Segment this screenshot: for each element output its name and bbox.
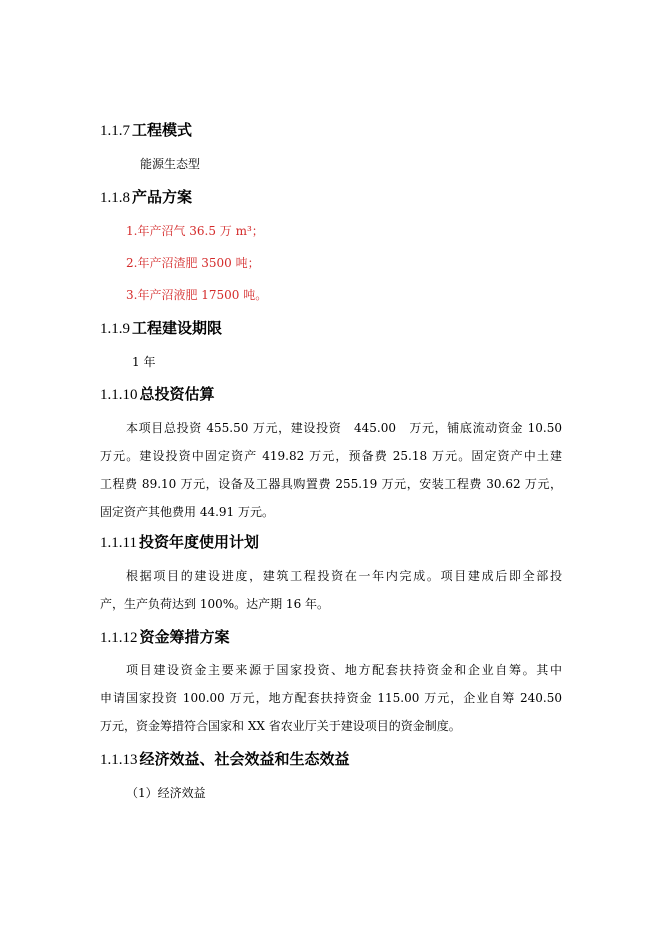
section-heading-1-1-10 [100,384,215,405]
section-title: 产品方案 [132,188,193,206]
paragraph-line: 固定资产其他费用 44.91 万元。 [100,505,274,519]
section-number: 1.1.12 [100,630,138,646]
paragraph-line: 根据项目的建设进度，建筑工程投资在一年内完成。项目建成后即全部投 [126,569,562,583]
paragraph-annual-plan [100,562,562,618]
section-title: 工程模式 [132,121,193,139]
section-number: 1.1.8 [100,190,130,206]
subsection-label: （1）经济效益 [126,786,206,800]
section-title: 工程建设期限 [132,319,223,337]
product-item-3: 3.年产沼液肥 17500 吨。 [126,288,268,302]
paragraph-funding-plan [100,656,562,740]
paragraph-line: 万元。建设投资中固定资产 419.82 万元，预备费 25.18 万元。固定资产中土建 [100,449,562,463]
section-title: 投资年度使用计划 [138,533,259,551]
product-item-2: 2.年产沼渣肥 3500 吨； [126,256,260,270]
paragraph-line: 工程费 89.10 万元，设备及工器具购置费 255.19 万元，安装工程费 30.62 万元， [100,477,562,491]
section-title: 资金筹措方案 [139,628,230,646]
section-heading-1-1-13 [100,749,350,770]
section-body: 能源生态型 [140,157,201,171]
section-title: 总投资估算 [139,385,215,403]
section-number: 1.1.10 [100,387,138,403]
section-number: 1.1.7 [100,123,130,139]
paragraph-line: 项目建设资金主要来源于国家投资、地方配套扶持资金和企业自筹。其中 [126,663,562,677]
section-heading-1-1-7 [100,120,192,141]
section-number: 1.1.9 [100,321,130,337]
section-body: 1 年 [132,355,156,369]
section-title: 经济效益、社会效益和生态效益 [139,750,350,768]
section-number: 1.1.11 [100,535,137,551]
paragraph-line: 本项目总投资 455.50 万元，建设投资 445.00 万元，铺底流动资金 10.50 [126,421,562,435]
paragraph-line: 产，生产负荷达到 100%。达产期 16 年。 [100,597,330,611]
paragraph-line: 万元，资金筹措符合国家和 XX 省农业厅关于建设项目的资金制度。 [100,719,461,733]
section-heading-1-1-11 [100,532,259,553]
product-item-1: 1.年产沼气 36.5 万 m³； [126,224,264,238]
section-heading-1-1-12 [100,627,230,648]
section-heading-1-1-9 [100,318,222,339]
section-number: 1.1.13 [100,752,138,768]
paragraph-line: 申请国家投资 100.00 万元，地方配套扶持资金 115.00 万元，企业自筹 240.50 [100,691,562,705]
paragraph-investment-estimate [100,414,562,526]
section-heading-1-1-8 [100,187,192,208]
